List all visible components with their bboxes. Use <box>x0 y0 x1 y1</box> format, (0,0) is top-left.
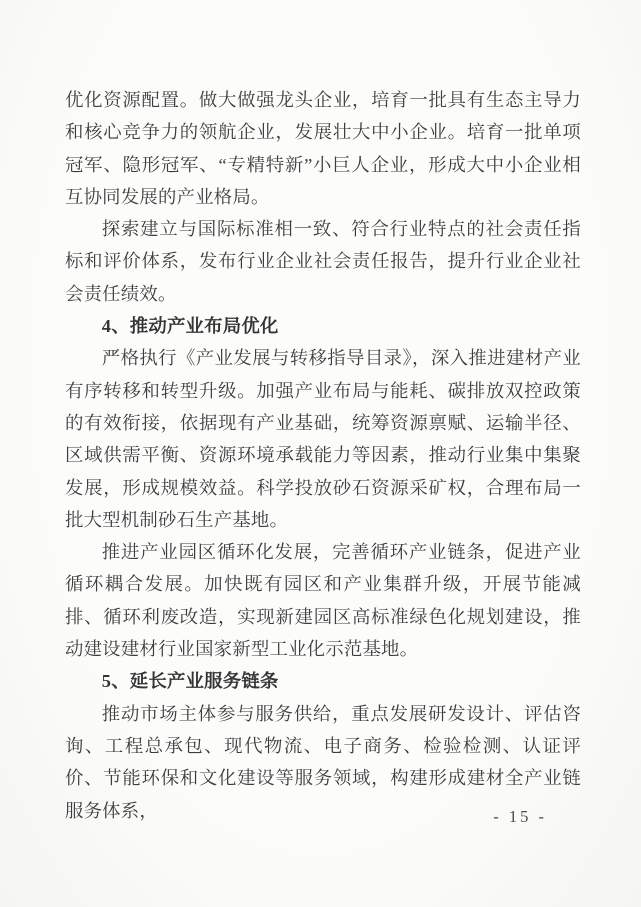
section-heading-5-service-chain: 5、延长产业服务链条 <box>101 671 279 692</box>
page-number: - 15 - <box>493 807 547 826</box>
paragraph-enterprise-cultivation: 优化资源配置。做大做强龙头企业，培育一批具有生态主导力和核心竞争力的领航企业，发展壮大中小企业。培育一批单项冠军、隐形冠军、“专精特新”小巨人企业，形成大中小企业相互协同发展的产业格局。 <box>65 90 581 207</box>
paragraph-service-supply: 推动市场主体参与服务供给，重点发展研发设计、评估咨询、工程总承包、现代物流、电子商务、检验检测、认证评价、节能环保和文化建设等服务领域，构建形成建材全产业链服务体系， <box>65 703 581 821</box>
paragraph-social-responsibility: 探索建立与国际标准相一致、符合行业特点的社会责任指标和评价体系，发布行业企业社会责任报告，提升行业企业社会责任绩效。 <box>65 219 581 304</box>
document-body <box>65 84 581 827</box>
paragraph-industrial-transfer: 严格执行《产业发展与转移指导目录》，深入推进建材产业有序转移和转型升级。加强产业布局与能耗、碳排放双控政策的有效衔接，依据现有产业基础，统筹资源禀赋、运输半径、区域供需平衡、资源环境承载能力等因素，推动行业集中集聚发展，形成规模效益。科学投放砂石资源采矿权，合理布局一批大型机制砂石生产基地。 <box>65 348 581 530</box>
paragraph-circular-parks: 推进产业园区循环化发展，完善循环产业链条，促进产业循环耦合发展。加快既有园区和产业集群升级，开展节能减排、循环利废改造，实现新建园区高标准绿色化规划建设，推动建设建材行业国家新型工业化示范基地。 <box>65 542 581 660</box>
page-footer <box>493 806 547 828</box>
section-heading-4-industrial-layout: 4、推动产业布局优化 <box>101 316 279 337</box>
